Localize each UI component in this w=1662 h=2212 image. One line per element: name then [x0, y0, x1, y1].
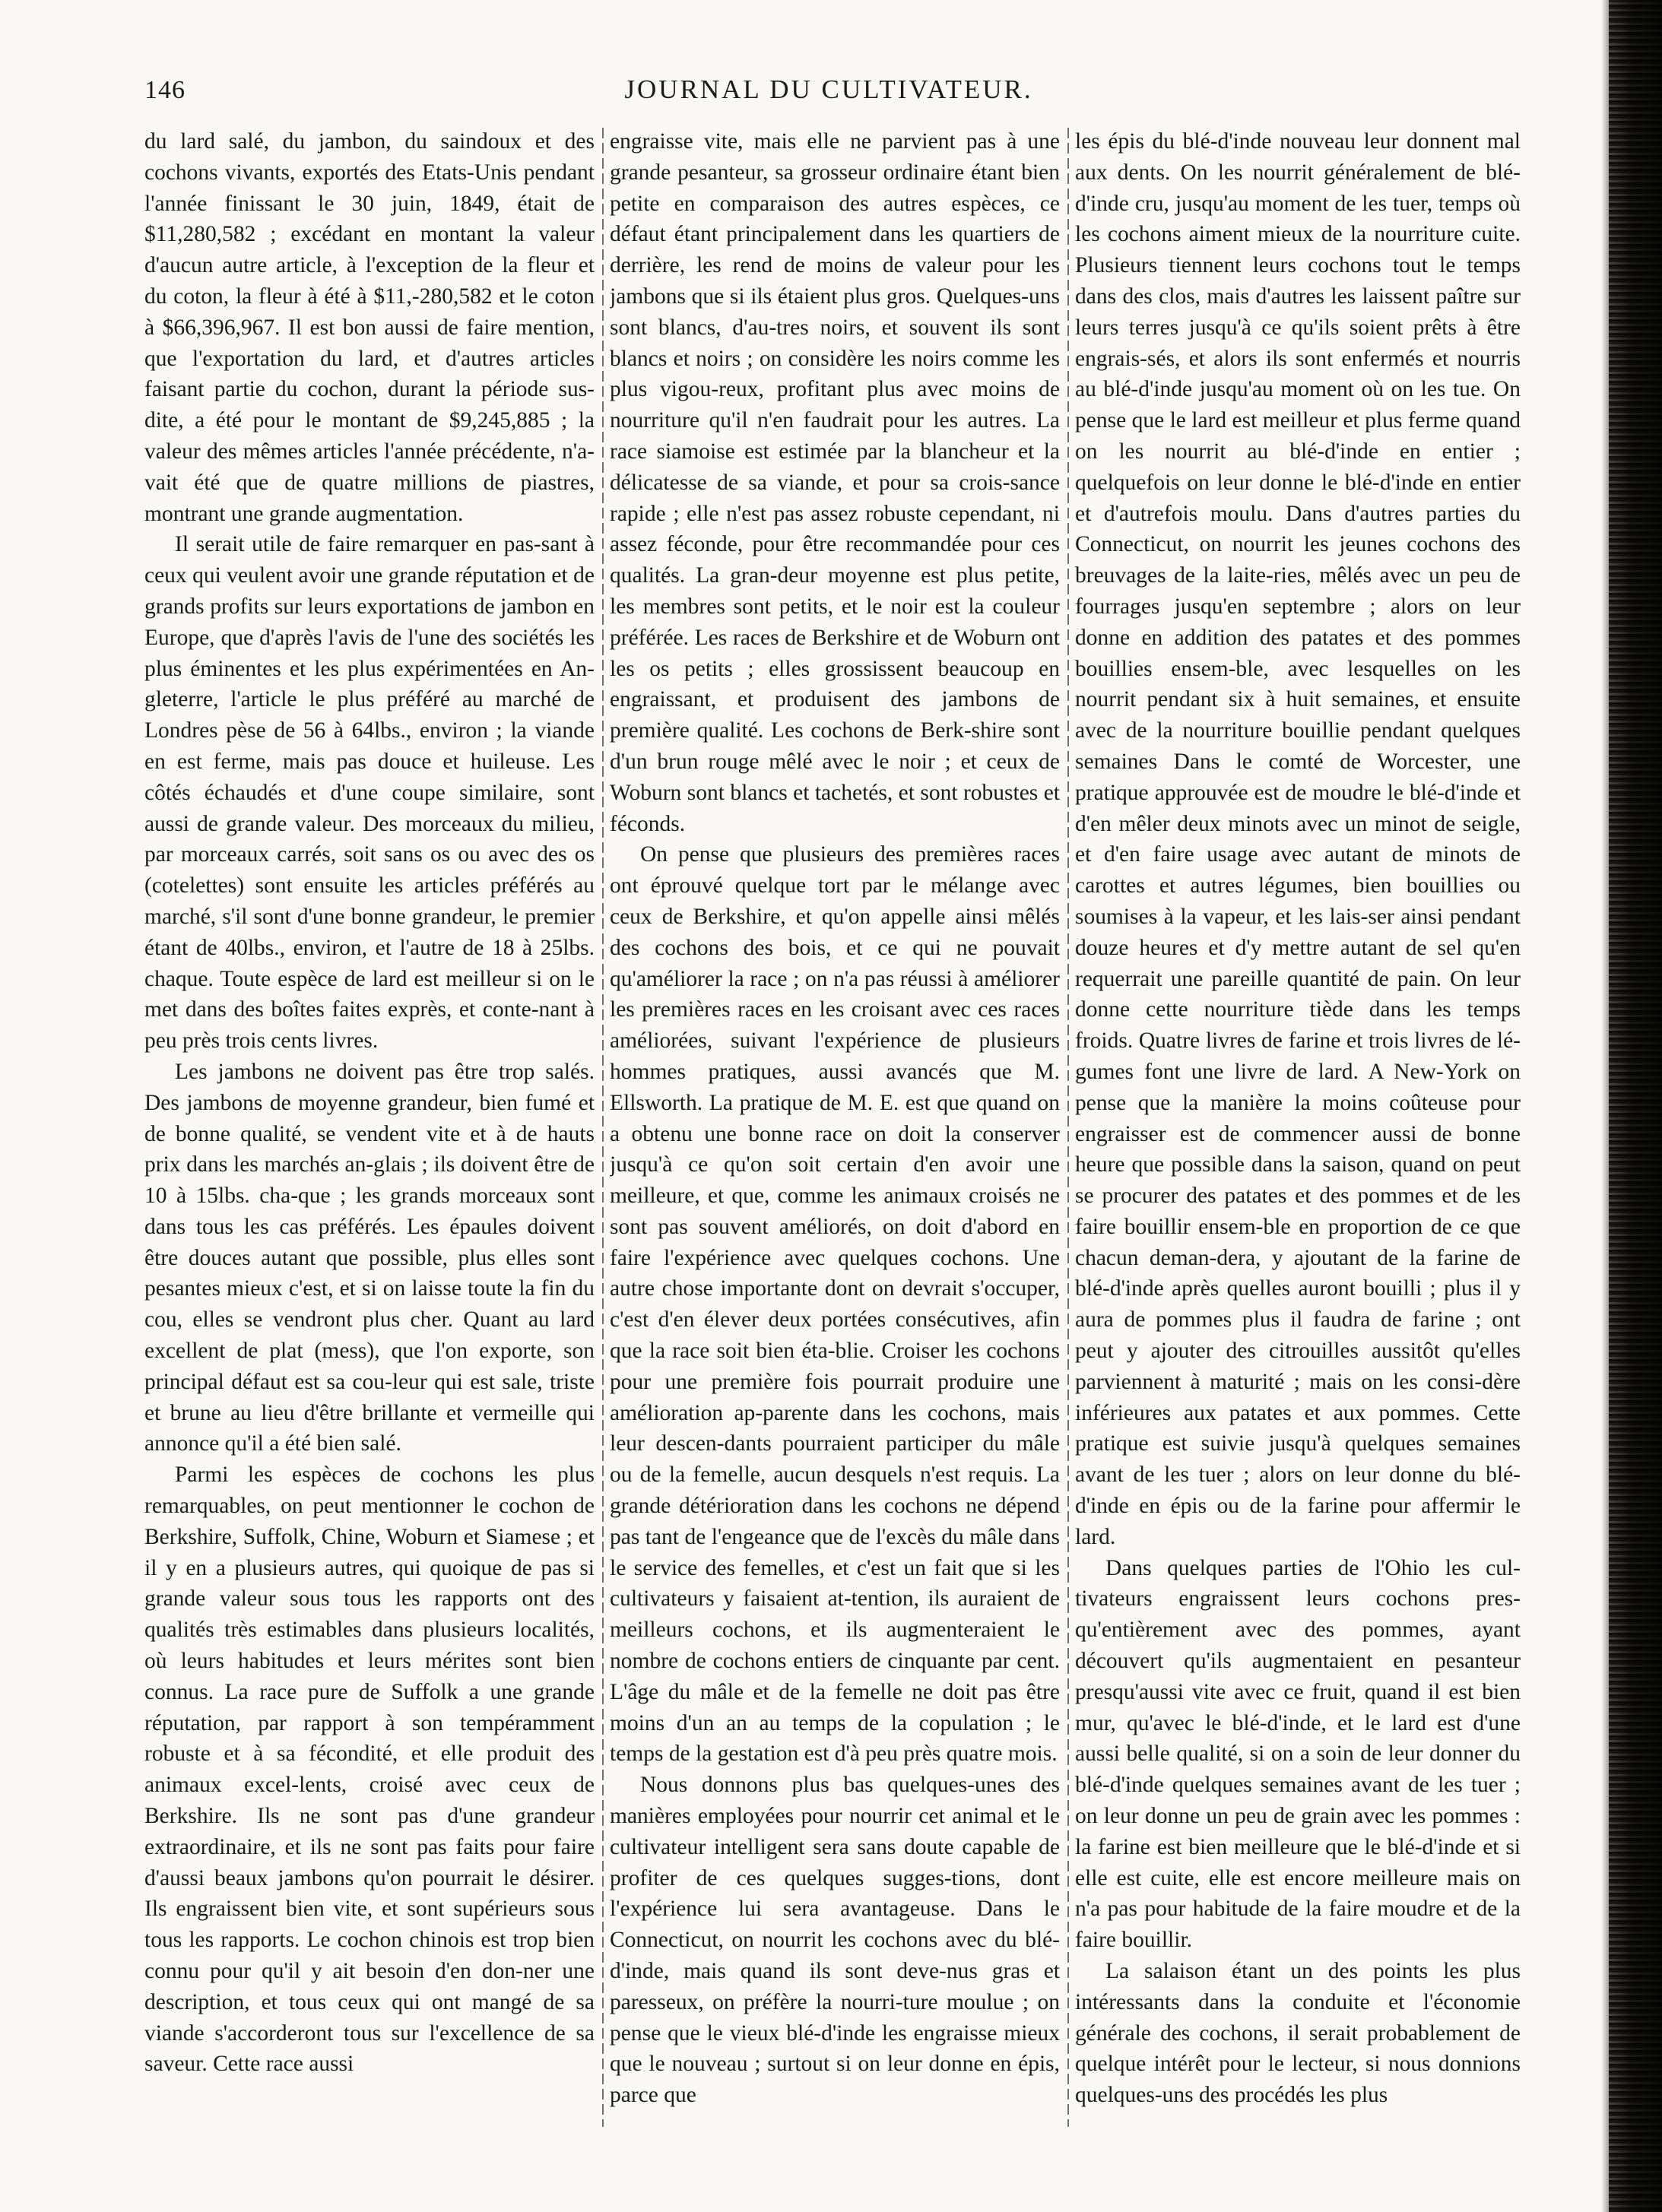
paragraph: On pense que plusieurs des premières races ont éprouvé quelque tort par le mélange avec ceux de Berkshire, et qu'on appelle ainsi mêlés des cochons des bois, et ce qui ne pouvait qu'améliorer la race ; on n'a pas réussi à améliorer les premières races en les croisant avec ces races améliorées, suivant l'expérience de plusieurs hommes pratiques, aussi avancés que M. Ellsworth. La pratique de M. E. est que quand on a obtenu une bonne race on doit la conserver jusqu'à ce qu'on soit certain d'en avoir une meilleure, et que, comme les animaux croisés ne sont pas souvent améliorés, on doit d'abord en faire l'expérience avec quelques cochons. Une autre chose importante dont on devrait s'occuper, c'est d'en élever deux portées consécutives, afin que la race soit bien éta-blie. Croiser les cochons pour une première fois pourrait produire une amélioration ap-parente dans les cochons, mais leur descen-dants pourraient participer du mâle ou de la femelle, aucun desquels n'est requis. La grande détérioration dans les cochons ne dépend pas tant de l'engeance que de l'excès du mâle dans le service des femelles, et c'est un fait que si les cultivateurs y faisaient at-tention, ils auraient de meilleurs cochons, et ils augmenteraient le nombre de cochons entiers de cinquante par cent. L'âge du mâle et de la femelle ne doit pas être moins d'un an au temps de la copulation ; le temps de la gestation est d'à peu près quatre mois.: [610, 842, 1060, 1767]
binding-shadow: [1601, 0, 1609, 2212]
paragraph: Nous donnons plus bas quelques-unes des manières employées pour nourrir cet animal et le cultivateur intelligent sera sans doute capable de profiter de ces quelques sugges-tions, dont l'expérience lui sera avantageuse. Dans le Connecticut, on nourrit les cochons avec du blé-d'inde, mais quand ils sont deve-nus gras et paresseux, on préfère la nourri-ture moulue ; on pense que le vieux blé-d'inde les engraisse mieux que le nouveau ; surtout si on leur donne en épis, parce que: [610, 1773, 1060, 2108]
paragraph: du lard salé, du jambon, du saindoux et des cochons vivants, exportés des Etats-Unis pendant l'année finissant le 30 juin, 1849, était de $11,280,582 ; excédant en montant la valeur d'aucun autre article, à l'exception de la fleur et du coton, la fleur à été à $11,-280,582 et le coton à $66,396,967. Il est bon aussi de faire mention, que l'exportation du lard, et d'autres articles faisant partie du cochon, durant la période sus-dite, a été pour le montant de $9,245,885 ; la valeur des mêmes articles l'année précédente, n'a-vait été que de quatre millions de piastres, montrant une grande augmentation.: [144, 129, 595, 526]
column-divider: [602, 128, 604, 2127]
column-2: [610, 126, 1060, 2133]
paragraph: La salaison étant un des points les plus intéressants dans la conduite et l'économie générale des cochons, il serait probablement de quelque intérêt pour le lecteur, si nous donnions quelques-uns des procédés les plus: [1075, 1959, 1521, 2108]
column-divider: [1067, 128, 1069, 2127]
paragraph: Il serait utile de faire remarquer en pas-sant à ceux qui veulent avoir une grande réputation et de grands profits sur leurs exportations de jambon en Europe, que d'après l'avis de l'une des sociétés les plus éminentes et les plus expérimentées en An-gleterre, l'article le plus préféré au marché de Londres pèse de 56 à 64lbs., environ ; la viande en est ferme, mais pas douce et huileuse. Les côtés échaudés et d'une coupe similaire, sont aussi de grande valeur. Des morceaux du milieu, par morceaux carrés, soit sans os ou avec des os (cotelettes) sont ensuite les articles préférés au marché, s'il sont d'une bonne grandeur, le premier étant de 40lbs., environ, et l'autre de 18 à 25lbs. chaque. Toute espèce de lard est meilleur si on le met dans des boîtes faites exprès, et conte-nant à peu près trois cents livres.: [144, 532, 595, 1054]
column-1: [144, 126, 595, 2133]
paragraph: Dans quelques parties de l'Ohio les cul-tivateurs engraissent leurs cochons pres-qu'entièrement avec des pommes, ayant découvert qu'ils augmentaient en pesanteur presqu'aussi vite avec ce fruit, quand il est bien mur, qu'avec le blé-d'inde, et le lard est d'une aussi belle qualité, si on a soin de leur donner du blé-d'inde quelques semaines avant de les tuer ; on leur donne un peu de grain avec les pommes : la farine est bien meilleure que le blé-d'inde et si elle est cuite, elle est encore meilleure mais on n'a pas pour habitude de la faire moudre et de la faire bouillir.: [1075, 1555, 1521, 1953]
page-header: [144, 67, 1513, 113]
column-3: [1075, 126, 1521, 2133]
paragraph: Parmi les espèces de cochons les plus remarquables, on peut mentionner le cochon de Berkshire, Suffolk, Chine, Woburn et Siamese ; et il y en a plusieurs autres, qui quoique de pas si grande valeur sous tous les rapports ont des qualités très estimables dans plusieurs localités, où leurs habitudes et leurs mérites sont bien connus. La race pure de Suffolk a une grande réputation, par rapport à son tempéramment robuste et à sa fécondité, et elle produit des animaux excel-lents, croisé avec ceux de Berkshire. Ils ne sont pas d'une grandeur extraordinaire, et ils ne sont pas faits pour faire d'aussi beaux jambons qu'on pourrait le désirer. Ils engraissent bien vite, et sont supérieurs sous tous les rapports. Le cochon chinois est trop bien connu pour qu'il y ait besoin d'en don-ner une description, et tous ceux qui ont mangé de sa viande s'accorderont tous sur l'excellence de sa saveur. Cette race aussi: [144, 1463, 595, 2077]
journal-title: JOURNAL DU CULTIVATEUR.: [624, 74, 1033, 104]
page-number: 146: [144, 76, 186, 104]
text-columns: [144, 126, 1521, 2133]
paragraph: Les jambons ne doivent pas être trop salés. Des jambons de moyenne grandeur, bien fumé et de bonne qualité, se vendent vite et à de hauts prix dans les marchés an-glais ; ils doivent être de 10 à 15lbs. cha-que ; les grands morceaux sont dans tous les cas préférés. Les épaules doivent être douces autant que possible, plus elles sont pesantes mieux c'est, et si on laisse toute la fin du cou, elles se vendront plus cher. Quant au lard excellent de plat (mess), que l'on exporte, son principal défaut est sa cou-leur qui est sale, triste et brune au lieu d'être brillante et vermeille qui annonce qu'il a été bien salé.: [144, 1059, 595, 1456]
book-binding-edge: [1609, 0, 1662, 2212]
paragraph: les épis du blé-d'inde nouveau leur donnent mal aux dents. On les nourrit généralement de blé-d'inde cru, jusqu'au moment de les tuer, temps où les cochons aiment mieux de la nourriture cuite. Plusieurs tiennent leurs cochons tout le temps dans des clos, mais d'autres les laissent paître sur leurs terres jusqu'à ce qu'ils soient prêts à être engrais-sés, et alors ils sont enfermés et nourris au blé-d'inde jusqu'au moment où on les tue. On pense que le lard est meilleur et plus ferme quand on les nourrit au blé-d'inde en entier ; quelquefois on leur donne le blé-d'inde en entier et d'autrefois moulu. Dans d'autres parties du Connecticut, on nourrit les jeunes cochons des breuvages de la laite-ries, mêlés avec un peu de fourrages jusqu'en septembre ; alors on leur donne en addition des patates et des pommes bouillies ensem-ble, avec lesquelles on les nourrit pendant six à huit semaines, et ensuite avec de la nourriture bouillie pendant quelques semaines Dans le comté de Worcester, une pratique approuvée est de moudre le blé-d'inde et d'en mêler deux minots avec un minot de seigle, et d'en faire usage avec autant de minots de carottes et autres légumes, bien bouillies ou soumises à la vapeur, et les lais-ser ainsi pendant douze heures et d'y mettre autant de sel qu'en requerrait une pareille quantité de pain. On leur donne cette nourriture tiède dans les temps froids. Quatre livres de farine et trois livres de lé-gumes font une livre de lard. A New-York on pense que la manière la moins coûteuse pour engraisser est de commencer aussi de bonne heure que possible dans la saison, quand on peut se procurer des patates et des pommes et de les faire bouillir ensem-ble en proportion de ce que chacun deman-dera, y ajoutant de la farine de blé-d'inde après quelles auront bouilli ; plus il y aura de pommes plus il faudra de farine ; ont peut y ajouter des citrouilles aussitôt qu'elles parviennent à maturité ; mais on les consi-dère inférieures aux patates et aux pommes. Cette pratique est suivie jusqu'à quelques semaines avant de les tuer ; alors on leur donne du blé-d'inde en épis ou de la farine pour affermir le lard.: [1075, 129, 1521, 1549]
paragraph: engraisse vite, mais elle ne parvient pas à une grande pesanteur, sa grosseur ordinaire étant bien petite en comparaison des autres espèces, ce défaut étant principalement dans les quartiers de derrière, les rend de moins de valeur pour les jambons que si ils étaient plus gros. Quelques-uns sont blancs, d'au-tres noirs, et souvent ils sont blancs et noirs ; on considère les noirs comme les plus vigou-reux, profitant plus avec moins de nourriture qu'il n'en faudrait pour les autres. La race siamoise est estimée par la blancheur et la délicatesse de sa viande, et pour sa crois-sance rapide ; elle n'est pas assez robuste cependant, ni assez féconde, pour être recommandée pour ces qualités. La gran-deur moyenne est plus petite, les membres sont petits, et le noir est la couleur préférée. Les races de Berkshire et de Woburn ont les os petits ; elles grossissent beaucoup en engraissant, et produisent des jambons de première qualité. Les cochons de Berk-shire sont d'un brun rouge mêlé avec le noir ; et ceux de Woburn sont blancs et tachetés, et sont robustes et féconds.: [610, 129, 1060, 836]
